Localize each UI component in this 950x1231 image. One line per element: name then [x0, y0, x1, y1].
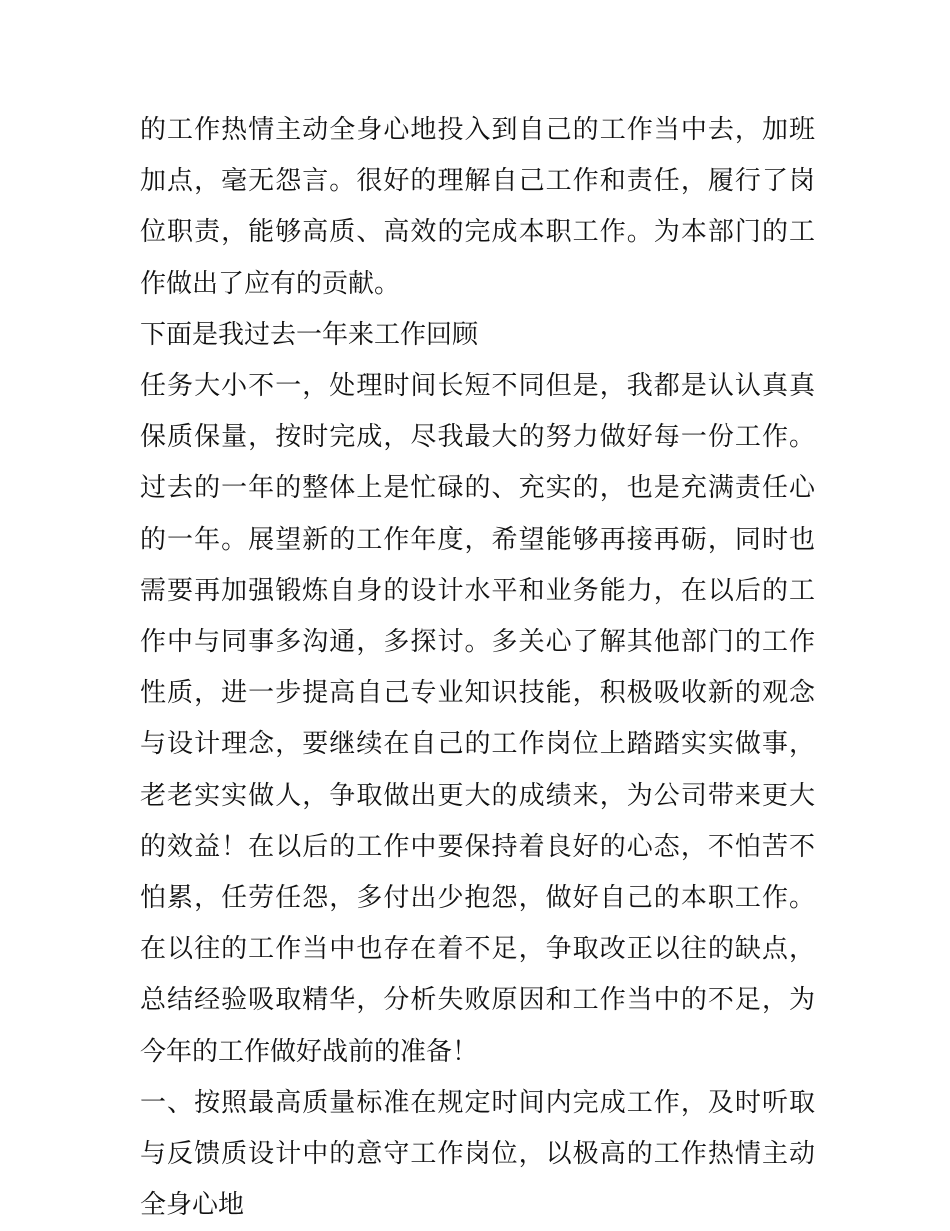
paragraph-1: 的工作热情主动全身心地投入到自己的工作当中去，加班加点，毫无怨言。很好的理解自己工作和责任，履行了岗位职责，能够高质、高效的完成本职工作。为本部门的工作做出了应有的贡献。	[140, 115, 815, 299]
paragraph-3: 任务大小不一，处理时间长短不同但是，我都是认认真真保质保量，按时完成，尽我最大的努力做好每一份工作。过去的一年的整体上是忙碌的、充实的，也是充满责任心的一年。展望新的工作年度，希望能够再接再砺，同时也需要再加强锻炼自身的设计水平和业务能力，在以后的工作中与同事多沟通，多探讨。多关心了解其他部门的工作性质，进一步提高自己专业知识技能，积极吸收新的观念与设计理念，要继续在自己的工作岗位上踏踏实实做事，老老实实做人，争取做出更大的成绩来，为公司带来更大的效益！在以后的工作中要保持着良好的心态，不怕苦不怕累，任劳任怨，多付出少抱怨，做好自己的本职工作。在以往的工作当中也存在着不足，争取改正以往的缺点，总结经验吸取精华，分析失败原因和工作当中的不足，为今年的工作做好战前的准备！	[140, 371, 815, 1067]
paragraph-2: 下面是我过去一年来工作回顾	[140, 319, 479, 350]
paragraph-4: 一、按照最高质量标准在规定时间内完成工作，及时听取与反馈质设计中的意守工作岗位，以极高的工作热情主动全身心地	[140, 1087, 815, 1221]
document-body	[140, 105, 815, 1231]
